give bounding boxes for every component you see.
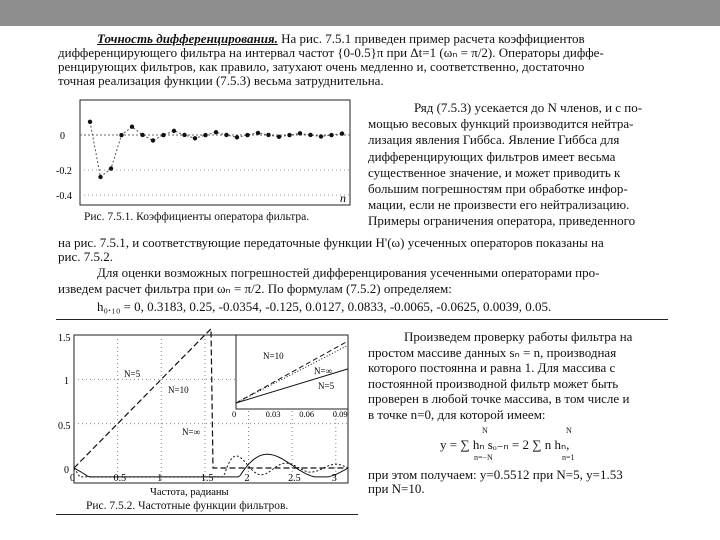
fig1-point-13 (224, 133, 228, 137)
fig2-inset-xtick-1: 0.03 (265, 409, 281, 419)
fig1-caption: Рис. 7.5.1. Коэффициенты оператора фильтра. (84, 211, 310, 223)
para2-right-line-3: дифференцирующих фильтров имеет весьма (368, 148, 616, 164)
fig1-point-8 (172, 129, 176, 133)
fig1-point-11 (203, 133, 207, 137)
para4-right-line-4: проверен в любой точке массива, в том числе и (368, 391, 630, 407)
fig1-point-1 (98, 175, 102, 179)
fig1-point-18 (277, 135, 281, 139)
fig2-label-n10: N=10 (168, 385, 189, 395)
fig1-point-4 (130, 125, 134, 129)
fig2-frequency-plot (56, 327, 358, 517)
fig1-point-5 (140, 133, 144, 137)
fig2-bottom-rule (56, 514, 358, 515)
para2-right-line-6: мации, если не произвести его нейтрализацию. (368, 197, 630, 213)
fig1-ytick-2: -0.4 (56, 191, 72, 202)
fig2-xtick-0: 0 (70, 473, 75, 484)
fig1-point-16 (256, 131, 260, 135)
fig2-xtick-5: 2.5 (288, 473, 301, 484)
para4-right-line-2: которого постоянна и равна 1. Для массива с (368, 360, 616, 376)
para2-right-line-0: Ряд (7.5.3) усекается до N членов, и с по- (414, 100, 643, 115)
fig1-xlabel: n (340, 191, 346, 205)
para4-right-line-3: постоянной производной фильтр может быть (368, 375, 619, 391)
fig2-ytick-2: 0.5 (58, 421, 71, 432)
fig1-point-7 (161, 133, 165, 137)
fig2-label-ninf: N=∞ (182, 427, 200, 437)
fig1-point-24 (340, 131, 344, 135)
slide-top-bar (0, 0, 720, 26)
fig1-point-17 (266, 133, 270, 137)
fig1-point-23 (329, 133, 333, 137)
fig2-ytick-1: 1 (64, 376, 69, 387)
para4-right-line-5: в точке n=0, для которой имеем: (368, 407, 546, 422)
formula-sum2-bottom: n=1 (562, 453, 575, 462)
formula-sum1-top: N (482, 426, 488, 435)
fig2-inset-xtick-3: 0.09 (332, 409, 348, 419)
fig1-ytick-1: -0.2 (56, 166, 72, 177)
fig2-xtick-6: 3 (331, 473, 337, 484)
fig2-inset-label-n5: N=5 (318, 381, 335, 391)
coefficient-values: h₀.₁₀ = 0, 0.3183, 0.25, -0.0354, -0.125, 0.0127, 0.0833, -0.0065, -0.0625, 0.0039, 0.05. (97, 299, 552, 314)
para2-right-line-5: большим погрешностям при обработке инфор- (368, 181, 628, 196)
fig1-point-22 (319, 134, 323, 138)
fig2-ytick-3: 0 (64, 465, 69, 476)
fig1-point-15 (245, 133, 249, 137)
fig1-point-3 (119, 133, 123, 137)
fig2-inset-label-ninf: N=∞ (314, 366, 332, 376)
fig2-xtick-4: 2 (244, 473, 250, 484)
fig2-inset-xtick-0: 0 (232, 409, 237, 419)
para3-line2: изведем расчет фильтра при ωₙ = π/2. По формулам (7.5.2) определяем: (58, 281, 452, 296)
para1-heading: Точность дифференцирования. (97, 31, 278, 46)
fig2-ytick-0: 1.5 (58, 333, 71, 344)
fig1-point-2 (109, 166, 113, 170)
para2-full-line2: рис. 7.5.2. (58, 249, 113, 264)
fig1-point-19 (287, 133, 291, 137)
fig1-point-20 (298, 131, 302, 135)
fig2-xtick-3: 1.5 (200, 473, 214, 484)
para1-line4: точная реализация функции (7.5.3) весьма затруднительна. (58, 73, 384, 88)
para1-line2: дифференцирующего фильтра на интервал частот {0-0.5}π при Δt=1 (ωₙ = π/2). Операторы диффе- (58, 45, 604, 60)
fig1-ytick-0: 0 (60, 131, 65, 142)
para2-right-line-4: существенное значение, и может приводить к (368, 164, 621, 180)
para4-right-line-0: Произведем проверку работы фильтра на (404, 329, 633, 344)
fig2-xtick-1: 0.5 (113, 473, 127, 484)
fig1-coefficients-plot (56, 98, 356, 226)
fig1-point-10 (193, 136, 197, 140)
fig2-xlabel: Частота, радианы (150, 487, 229, 498)
fig1-point-0 (88, 120, 92, 124)
fig1-point-12 (214, 130, 218, 134)
fig1-point-14 (235, 135, 239, 139)
fig2-caption: Рис. 7.5.2. Частотные функции фильтров. (86, 500, 289, 512)
para2-right-line-2: лизация явления Гиббса. Явление Гиббса для (368, 132, 620, 148)
result-line1: при этом получаем: y=0.5512 при N=5, y=1.53 (368, 467, 623, 482)
para1-line3: ренцирующих фильтров, как правило, затухают очень медленно и, соответственно, достаточно (58, 59, 585, 74)
divider-line (56, 319, 668, 320)
fig2-label-n5: N=5 (124, 369, 141, 379)
para1-line1: Точность дифференцирования. На рис. 7.5.1 приведен пример расчета коэффициентов (97, 31, 585, 46)
fig1-point-21 (308, 133, 312, 137)
result-line2: при N=10. (368, 481, 425, 496)
fig2-xtick-2: 1 (157, 473, 163, 484)
fig2-inset-label-n10: N=10 (263, 351, 284, 361)
para2-full-line1: на рис. 7.5.1, и соответствующие передаточные функции H'(ω) усеченных операторов показаны на (58, 235, 604, 250)
formula-sum2-top: N (566, 426, 572, 435)
fig1-point-6 (151, 138, 155, 142)
formula-sum1-bottom: n=−N (474, 453, 493, 462)
para2-right-line-1: мощью весовых функций производится нейтра- (368, 116, 634, 132)
para3-line1: Для оценки возможных погрешностей дифференцирования усеченными операторами про- (97, 265, 600, 280)
fig1-point-9 (182, 133, 186, 137)
fig2-inset-xtick-2: 0.06 (299, 409, 315, 419)
para2-right-line-7: Примеры ограничения оператора, приведенного (368, 213, 636, 229)
formula: y = ∑ hₙ sₒ₋ₙ = 2 ∑ n hₙ, (440, 437, 570, 452)
para4-right-line-1: простом массиве данных sₙ = n, производная (368, 344, 617, 360)
